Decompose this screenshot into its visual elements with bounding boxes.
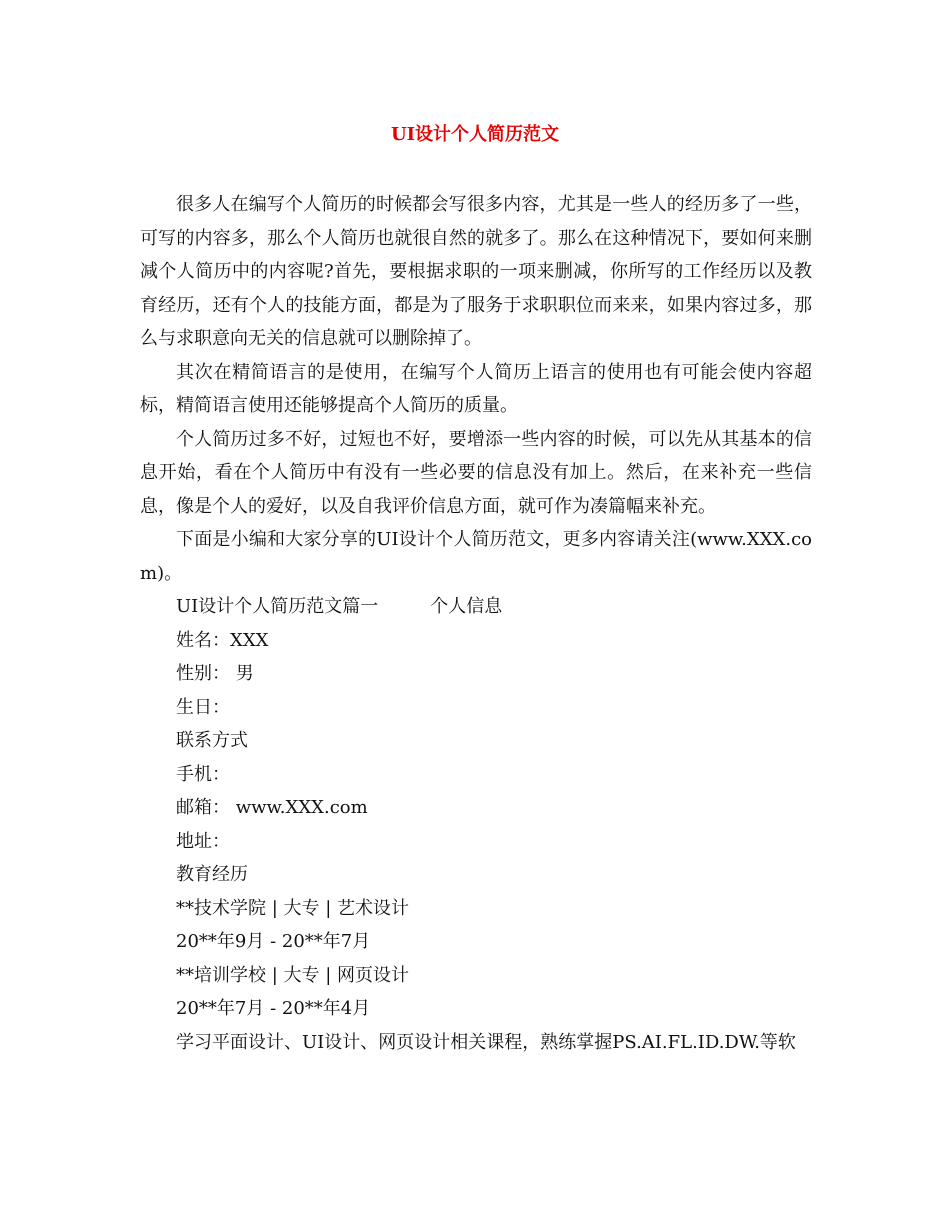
share-paragraph: 下面是小编和大家分享的UI设计个人简历范文，更多内容请关注(www.XXX.com)。	[140, 529, 812, 584]
field-email: 邮箱： www.XXX.com	[176, 797, 368, 818]
field-birthday: 生日：	[176, 696, 230, 718]
education-entry-1-dates: 20**年9月 - 20**年7月	[176, 931, 371, 952]
simplify-paragraph: 其次在精简语言的是使用，在编写个人简历上语言的使用也有可能会使内容超标，精简语言使用还能够提高个人简历的质量。	[140, 361, 812, 416]
section-heading-title: UI设计个人简历范文篇一	[176, 596, 379, 617]
education-description: 学习平面设计、UI设计、网页设计相关课程，熟练掌握PS.AI.FL.ID.DW.等软	[176, 1031, 796, 1053]
field-name: 姓名：XXX	[176, 629, 269, 651]
education-entry-1: **技术学院 | 大专 | 艺术设计	[176, 897, 410, 919]
document-title: UI设计个人简历范文	[390, 124, 560, 145]
field-gender: 性别： 男	[176, 663, 254, 684]
education-heading: 教育经历	[176, 864, 248, 885]
section-heading	[140, 590, 812, 624]
field-phone: 手机：	[176, 763, 230, 785]
supplement-paragraph: 个人简历过多不好，过短也不好，要增添一些内容的时候，可以先从其基本的信息开始，看在个人简历中有没有一些必要的信息没有加上。然后，在来补充一些信息，像是个人的爱好，以及自我评价信息方面，就可作为凑篇幅来补充。	[140, 428, 812, 517]
education-entry-2-dates: 20**年7月 - 20**年4月	[176, 998, 371, 1019]
document-body	[140, 188, 812, 1059]
contact-heading: 联系方式	[176, 730, 248, 751]
section-heading-subtitle: 个人信息	[430, 596, 503, 617]
education-entry-2: **培训学校 | 大专 | 网页设计	[176, 964, 410, 986]
field-address: 地址：	[176, 830, 230, 852]
intro-paragraph: 很多人在编写个人简历的时候都会写很多内容，尤其是一些人的经历多了一些，可写的内容多，那么个人简历也就很自然的就多了。那么在这种情况下，要如何来删减个人简历中的内容呢?首先，要根据求职的一项来删减，你所写的工作经历以及教育经历，还有个人的技能方面，都是为了服务于求职职位而来来，如果内容过多，那么与求职意向无关的信息就可以删除掉了。	[140, 194, 812, 349]
